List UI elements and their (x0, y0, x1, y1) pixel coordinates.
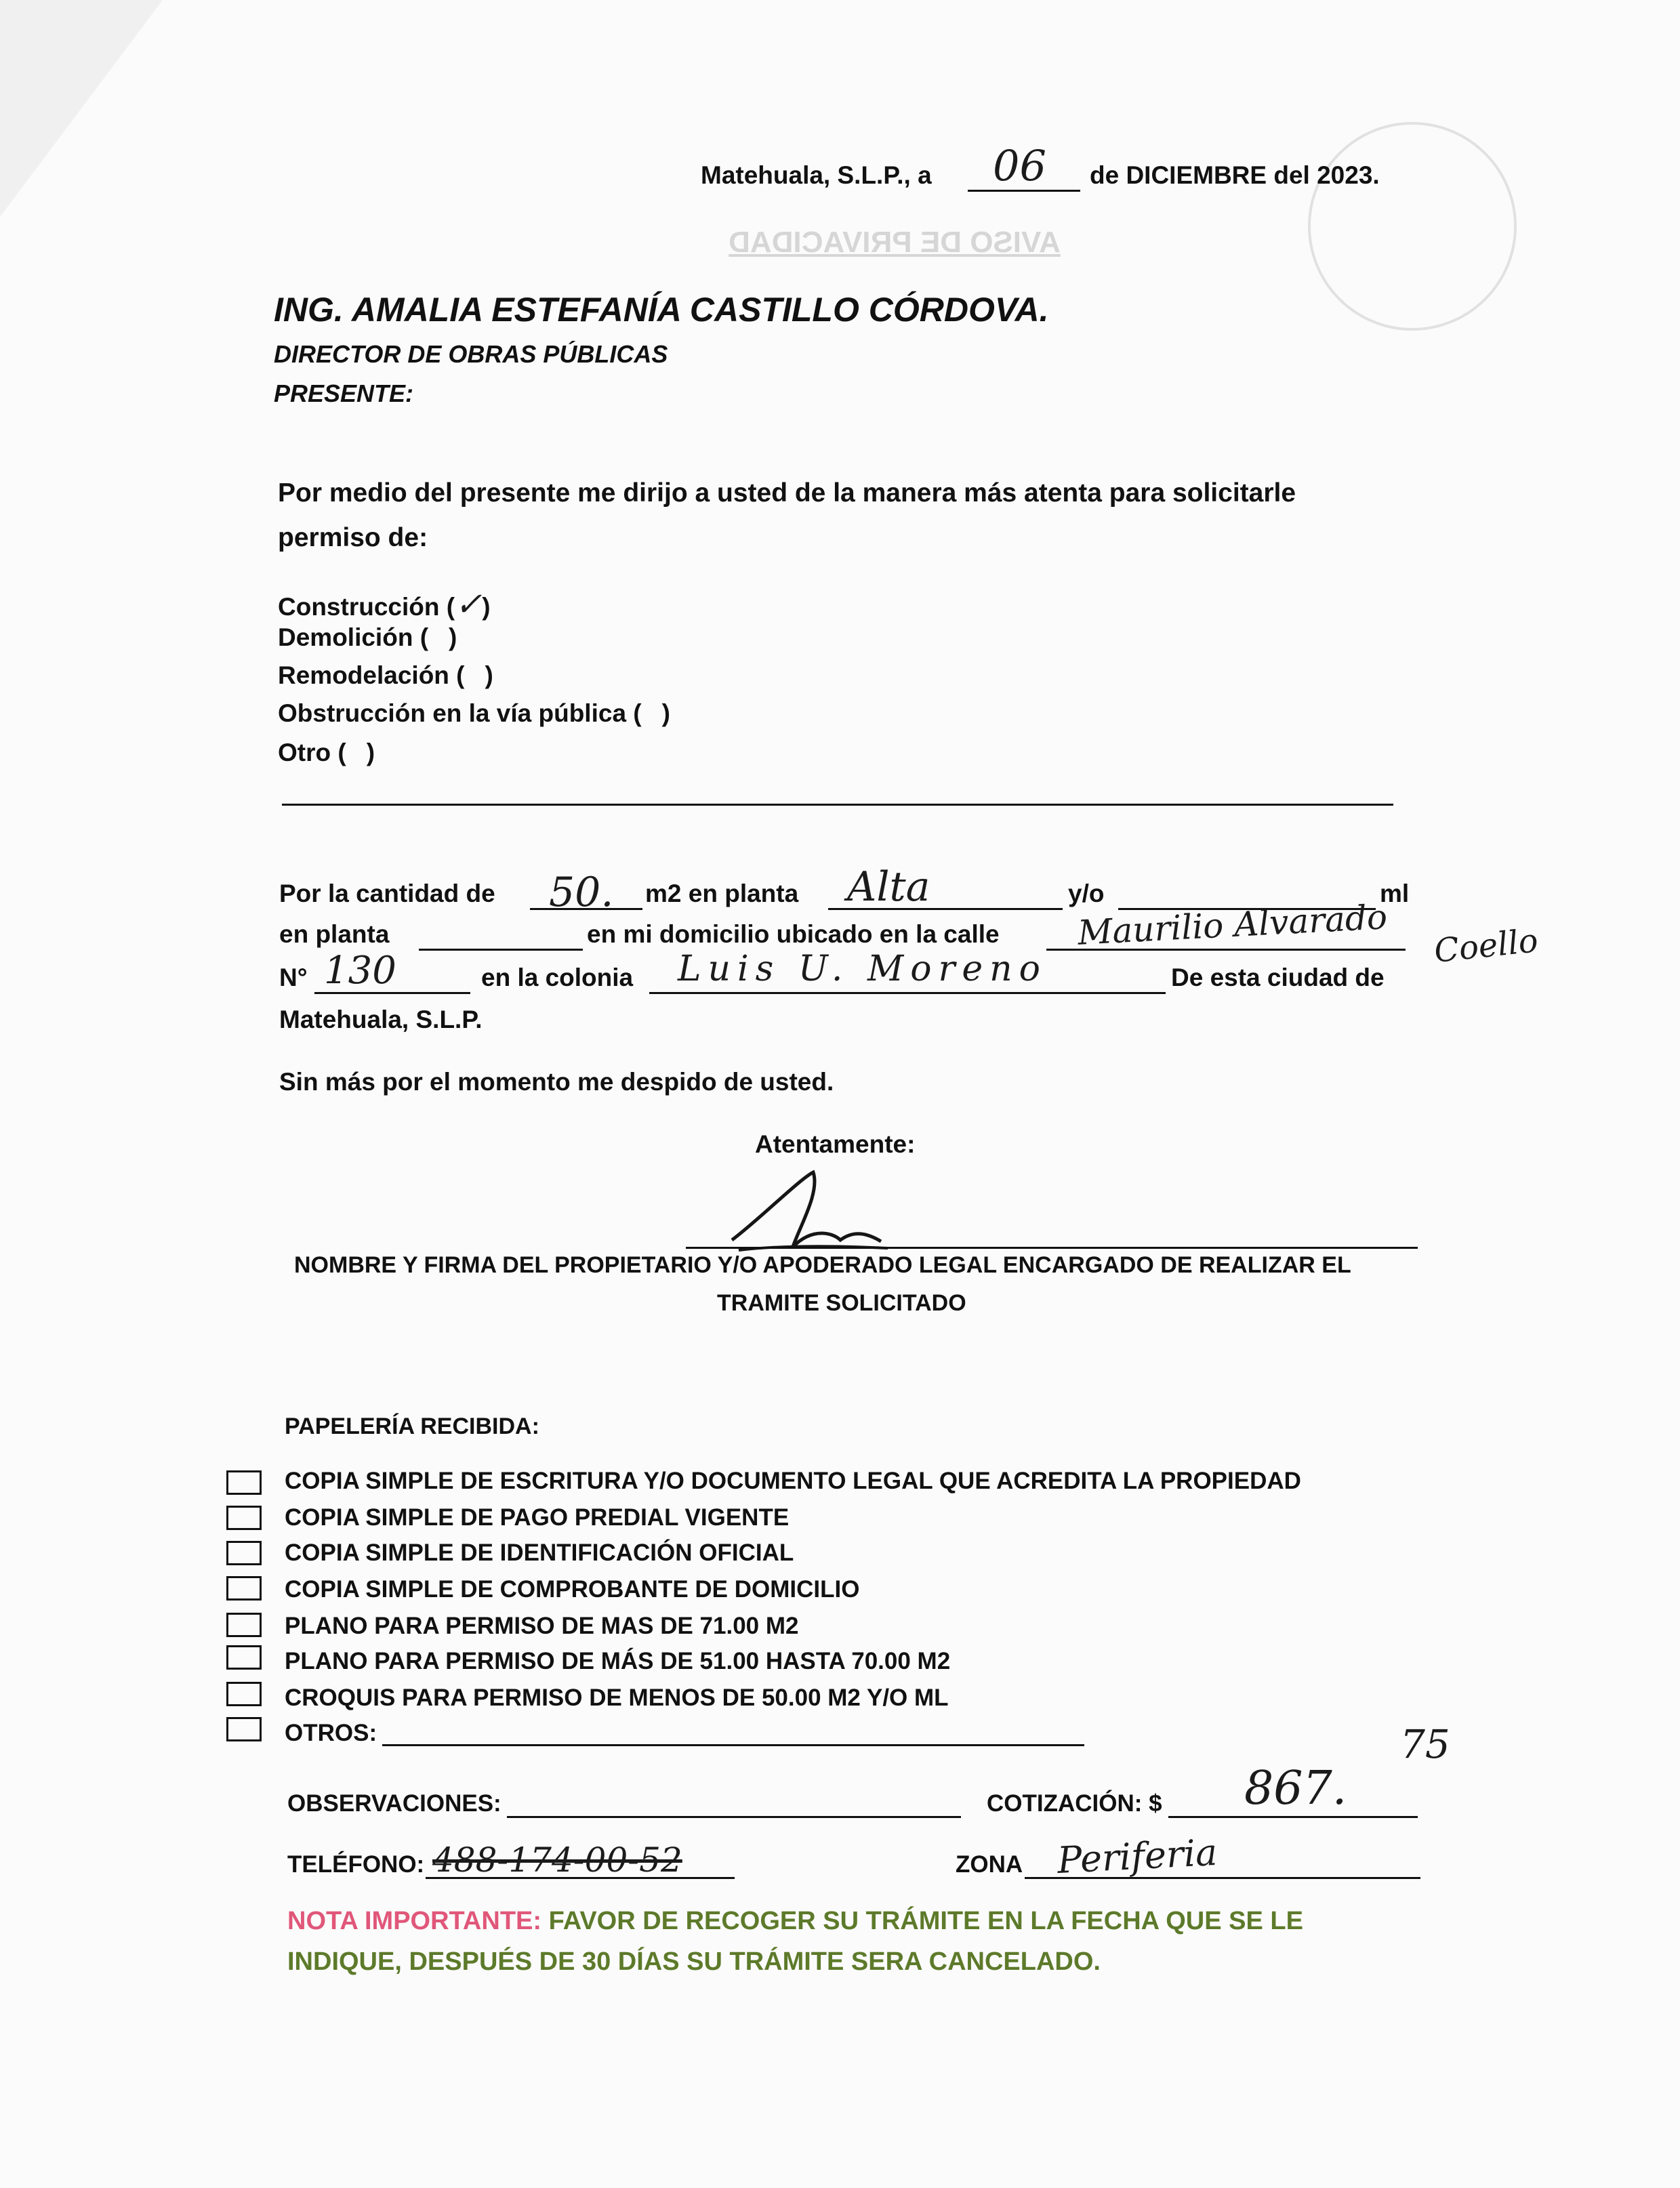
papeleria-item: COPIA SIMPLE DE IDENTIFICACIÓN OFICIAL (285, 1540, 794, 1566)
checkbox-croquis[interactable] (226, 1682, 262, 1706)
colonia-value[interactable]: Luis U. Moreno (678, 949, 1047, 989)
telefono-label: TELÉFONO: (287, 1851, 425, 1878)
papeleria-item: OTROS: (285, 1720, 377, 1746)
papeleria-item: PLANO PARA PERMISO DE MÁS DE 51.00 HASTA 70.00 M2 (285, 1648, 951, 1674)
nota-label: NOTA IMPORTANTE: (287, 1907, 542, 1935)
option-label: Construcción ( (278, 593, 455, 621)
quantity-label: Por la cantidad de (279, 880, 495, 907)
date-suffix: de DICIEMBRE del 2023. (1090, 161, 1380, 189)
cotizacion-value[interactable]: 867. (1244, 1762, 1347, 1815)
papeleria-item: COPIA SIMPLE DE ESCRITURA Y/O DOCUMENTO LEGAL QUE ACREDITA LA PROPIEDAD (285, 1468, 1301, 1494)
ciudad-value: Matehuala, S.L.P. (279, 1006, 483, 1033)
closing-text: Sin más por el momento me despido de usted. (279, 1068, 834, 1096)
recipient-name: ING. AMALIA ESTEFANÍA CASTILLO CÓRDOVA. (274, 291, 1049, 329)
checkbox-plano-51[interactable] (226, 1645, 262, 1670)
bleedthrough-title: AVISO DE PRIVACIDAD (729, 226, 1061, 259)
calle-value[interactable]: Maurilio Alvarado (1076, 897, 1389, 953)
checkbox-identificacion[interactable] (226, 1541, 262, 1565)
colonia-label: en la colonia (481, 964, 634, 991)
nota-importante (287, 1907, 1303, 1936)
option-label: Otro ( (278, 739, 346, 766)
calle-value-continued[interactable]: Coello (1432, 922, 1540, 970)
numero-label: N° (279, 964, 308, 991)
recipient-position: DIRECTOR DE OBRAS PÚBLICAS (274, 340, 668, 368)
cotizacion-underline (1168, 1816, 1418, 1818)
intro-line-2: permiso de: (278, 523, 428, 552)
option-demolicion[interactable] (278, 623, 457, 652)
ciudad-label: De esta ciudad de (1171, 964, 1385, 991)
day-value[interactable]: 06 (993, 141, 1046, 190)
observaciones-label: OBSERVACIONES: (287, 1790, 501, 1817)
en-planta-label: en planta (279, 920, 390, 948)
papeleria-item: PLANO PARA PERMISO DE MAS DE 71.00 M2 (285, 1613, 799, 1639)
recipient-greeting: PRESENTE: (274, 379, 414, 407)
signature-caption-1: NOMBRE Y FIRMA DEL PROPIETARIO Y/O APODERADO LEGAL ENCARGADO DE REALIZAR EL (294, 1252, 1351, 1278)
papeleria-item: COPIA SIMPLE DE COMPROBANTE DE DOMICILIO (285, 1576, 860, 1603)
option-label: Obstrucción en la vía pública ( (278, 699, 642, 727)
checkbox-predial[interactable] (226, 1506, 262, 1530)
checkbox-domicilio[interactable] (226, 1576, 262, 1601)
cotizacion-cents[interactable]: 75 (1400, 1721, 1450, 1767)
papeleria-title: PAPELERÍA RECIBIDA: (285, 1413, 539, 1439)
otro-underline[interactable] (282, 804, 1393, 806)
papeleria-item: COPIA SIMPLE DE PAGO PREDIAL VIGENTE (285, 1504, 790, 1531)
handwritten-signature (718, 1165, 895, 1260)
quantity-unit: m2 en planta (645, 880, 799, 907)
observaciones-underline[interactable] (507, 1816, 961, 1818)
yo-label: y/o (1068, 880, 1105, 907)
en-planta-underline[interactable] (419, 949, 583, 951)
planta-value[interactable]: Alta (847, 863, 930, 911)
papeleria-item: CROQUIS PARA PERMISO DE MENOS DE 50.00 M2 Y/O ML (285, 1685, 949, 1711)
checkbox-plano-71[interactable] (226, 1613, 262, 1637)
cotizacion-label: COTIZACIÓN: $ (987, 1790, 1162, 1817)
nota-text-1: FAVOR DE RECOGER SU TRÁMITE EN LA FECHA QUE SE LE (548, 1907, 1303, 1935)
intro-line-1: Por medio del presente me dirijo a usted de la manera más atenta para solicitarle (278, 478, 1296, 508)
otros-underline[interactable] (382, 1744, 1084, 1746)
option-otro[interactable] (278, 739, 375, 767)
domicilio-label: en mi domicilio ubicado en la calle (587, 920, 1000, 948)
zona-value[interactable]: Periferia (1056, 1830, 1218, 1882)
option-close: ) (482, 593, 491, 621)
option-label: Demolición ( (278, 623, 429, 651)
place-date-prefix: Matehuala, S.L.P., a (701, 161, 932, 189)
colonia-underline (649, 992, 1166, 994)
folded-corner-shadow (0, 0, 163, 217)
signature-caption-2: TRAMITE SOLICITADO (717, 1290, 966, 1316)
option-remodelacion[interactable] (278, 661, 493, 690)
atentamente-label: Atentamente: (755, 1130, 916, 1158)
checkbox-otros[interactable] (226, 1717, 262, 1741)
option-construccion[interactable] (278, 585, 491, 623)
option-obstruccion[interactable] (278, 699, 670, 728)
option-close: ) (661, 699, 670, 727)
option-close: ) (485, 661, 493, 689)
zona-label: ZONA (956, 1851, 1023, 1878)
quantity-value[interactable]: 50. (549, 869, 614, 916)
checkbox-escritura[interactable] (226, 1470, 262, 1495)
option-close: ) (366, 739, 375, 766)
option-label: Remodelación ( (278, 661, 465, 689)
telefono-value[interactable]: 488-174-00-52 (432, 1840, 682, 1880)
numero-value[interactable]: 130 (324, 949, 396, 993)
check-mark-icon: ✓ (455, 585, 483, 623)
option-close: ) (449, 623, 457, 651)
reverse-side-bleedthrough (291, 224, 1498, 1891)
nota-text-2: INDIQUE, DESPUÉS DE 30 DÍAS SU TRÁMITE SERA CANCELADO. (287, 1947, 1101, 1976)
ml-label: ml (1380, 880, 1410, 907)
signature-line (686, 1247, 1418, 1249)
